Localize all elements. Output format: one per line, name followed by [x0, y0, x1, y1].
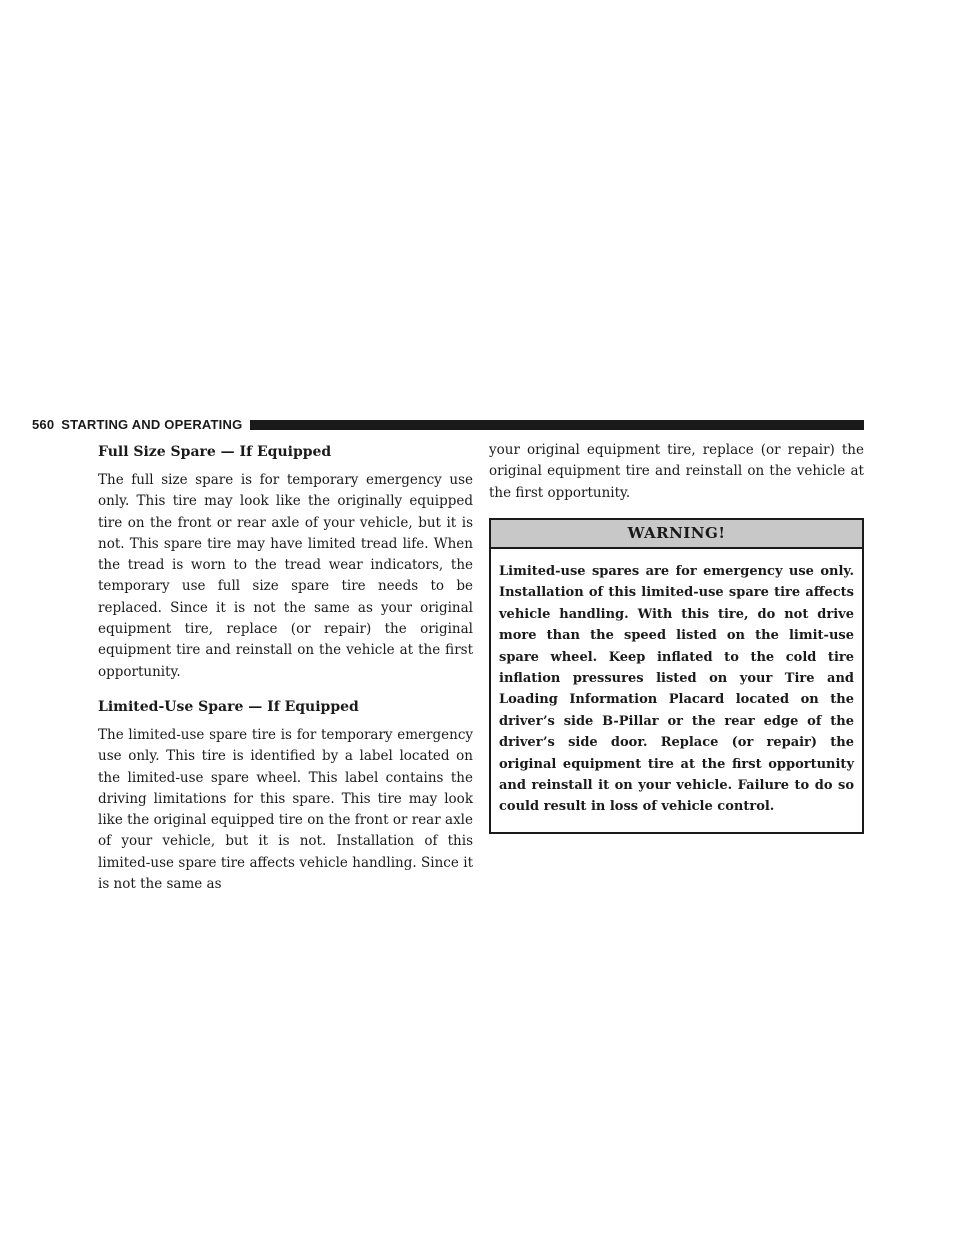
- left-column: [98, 440, 473, 907]
- right-column: [489, 440, 864, 834]
- heading-limited-use-spare: Limited-Use Spare — If Equipped: [98, 698, 359, 715]
- heading-full-size-spare: Full Size Spare — If Equipped: [98, 444, 332, 460]
- paragraph-limited-use-spare: The limited-use spare tire is for temporary emergency use only. This tire is identified by a label located on the limited-use spare wheel. This label contains the driving limitations for this spare. This tire may look like the original equipped tire on the front or rear axle of your vehicle, but it is not. Installation of this limited-use spare tire affects vehicle handling. Since it is not the same as: [98, 726, 473, 893]
- paragraph-continued: your original equipment tire, replace (or repair) the original equipment tire and reinstall on the vehicle at the first opportunity.: [489, 442, 864, 501]
- page-header: [32, 416, 864, 434]
- warning-title: WARNING!: [491, 520, 862, 549]
- header-rule: [250, 420, 864, 430]
- warning-box: [489, 518, 864, 834]
- paragraph-full-size-spare: The full size spare is for temporary emergency use only. This tire may look like the originally equipped tire on the front or rear axle of your vehicle, but it is not. This spare tire may have limited tread life. When the tread is worn to the tread wear indicators, the temporary use full size spare tire needs to be replaced. Since it is not the same as your original equipment tire, replace (or repair) the original equipment tire and reinstall on the vehicle at the first opportunity.: [98, 472, 473, 680]
- page-number: 560: [32, 417, 55, 432]
- warning-body: Limited-use spares are for emergency use only. Installation of this limited-use spare tire affects vehicle handling. With this tire, do not drive more than the speed listed on the limit-use spare wheel. Keep inflated to the cold tire inflation pressures listed on your Tire and Loading Information Placard located on the driver’s side B-Pillar or the rear edge of the driver’s side door. Replace (or repair) the original equipment tire at the first opportunity and reinstall it on your vehicle. Failure to do so could result in loss of vehicle control.: [499, 563, 854, 815]
- section-title: STARTING AND OPERATING: [61, 417, 243, 432]
